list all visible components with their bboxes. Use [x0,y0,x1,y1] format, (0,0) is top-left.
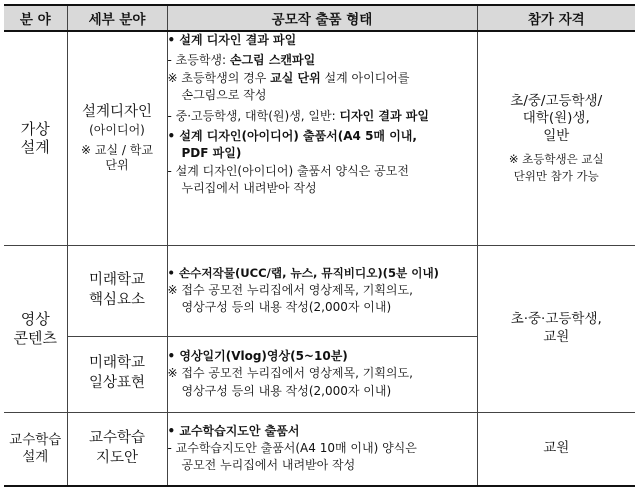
eligibility-note [478,151,636,183]
format-item [168,108,477,125]
format-note: ※ 접수 공모전 누리집에서 영상제목, 기획의도, [167,366,413,381]
format-item: - 설계 디자인(아이디어) 출품서 양식은 공모전 [167,163,409,178]
format-heading: • 교수학습지도안 출품서 [167,423,300,438]
subfield-note-line: ※ 교실 / 학교 [81,142,153,157]
format-heading: • 설계 디자인 결과 파일 [167,33,297,47]
header-field: 분 야 [4,5,67,31]
format-heading-cont: PDF 파일) [181,146,242,161]
header-row [4,5,635,31]
subfield-label: 교수학습 [88,430,146,447]
category-video-content [4,245,67,412]
subfield-note [68,143,167,174]
subfield-lesson-plan [67,412,167,486]
format-item [168,52,477,69]
row-virtual-design [4,31,635,245]
subfield-label: 설계디자인 [81,103,153,120]
header-subfield: 세부 분야 [67,5,167,31]
format-virtual-design [167,31,477,245]
subfield-label: 일상표현 [88,375,146,391]
format-note-cont: 영상구성 등의 내용 작성(2,000자 이내) [181,299,392,314]
format-text: - 중·고등학생, 대학(원)생, 일반: [167,108,340,123]
category-virtual-design [4,31,67,245]
format-note-cont: 영상구성 등의 내용 작성(2,000자 이내) [181,383,392,398]
format-future-daily [167,336,477,412]
subfield-label: 핵심요소 [88,291,146,308]
eligibility-label: 일반 [543,127,570,144]
contest-category-table [4,4,635,487]
subfield-future-daily [67,336,167,412]
format-item-cont: 공모전 누리집에서 내려받아 작성 [181,458,356,473]
header-format: 공모작 출품 형태 [167,5,477,31]
category-label: 설계 [20,138,50,157]
eligibility-note-line: ※ 초등학생은 교실 [508,152,604,167]
category-label: 설계 [22,448,49,465]
row-teaching-design [4,412,635,486]
category-teaching-design [4,412,67,486]
format-text-bold: 디자인 결과 파일 [339,108,429,123]
subfield-label: 지도안 [95,449,139,466]
subfield-label: 미래학교 [88,271,146,288]
category-label: 영상 [20,309,50,328]
category-label: 교수학습 [9,431,62,448]
format-text-bold: 손그림 스캔파일 [229,53,316,68]
format-text-bold: 교실 단위 [270,70,321,85]
eligibility-label: 교원 [543,439,570,456]
eligibility-teaching-design [477,412,635,486]
format-note-cont: 손그림으로 작성 [181,88,267,103]
format-note: ※ 접수 공모전 누리집에서 영상제목, 기획의도, [167,282,413,297]
subfield-note-line: 단위 [105,158,129,173]
format-heading: • 영상일기(Vlog)영상(5~10분) [167,348,348,363]
category-label: 콘텐츠 [13,328,57,347]
eligibility-virtual-design [477,31,635,245]
header-eligibility: 참가 자격 [477,5,635,31]
subfield-design-idea [67,31,167,245]
format-text: ※ 초등학생의 경우 [167,70,271,85]
subfield-future-core [67,245,167,336]
format-item-cont: 누리집에서 내려받아 작성 [181,181,317,196]
format-text: 설계 아이디어를 [320,70,410,85]
row-video-core [4,245,635,336]
eligibility-label: 초·중·고등학생, [510,310,602,327]
category-label: 가상 [20,119,50,138]
format-future-core [167,245,477,336]
eligibility-label: 대학(원)생, [522,110,590,127]
format-text: - 초등학생: [167,53,230,68]
eligibility-video-content [477,245,635,412]
format-note [168,70,477,87]
format-lesson-plan [167,412,477,486]
eligibility-label: 교원 [543,328,570,345]
eligibility-note-line: 단위만 참가 가능 [513,168,599,183]
format-heading: • 설계 디자인(아이디어) 출품서(A4 5매 이내, [167,128,417,143]
eligibility-label: 초/중/고등학생/ [510,92,603,109]
format-heading: • 손수저작물(UCC/랩, 뉴스, 뮤직비디오)(5분 이내) [167,265,439,280]
format-item: - 교수학습지도안 출품서(A4 10매 이내) 양식은 [167,441,417,456]
subfield-label: 미래학교 [88,355,146,372]
subfield-label: (아이디어) [89,123,145,138]
